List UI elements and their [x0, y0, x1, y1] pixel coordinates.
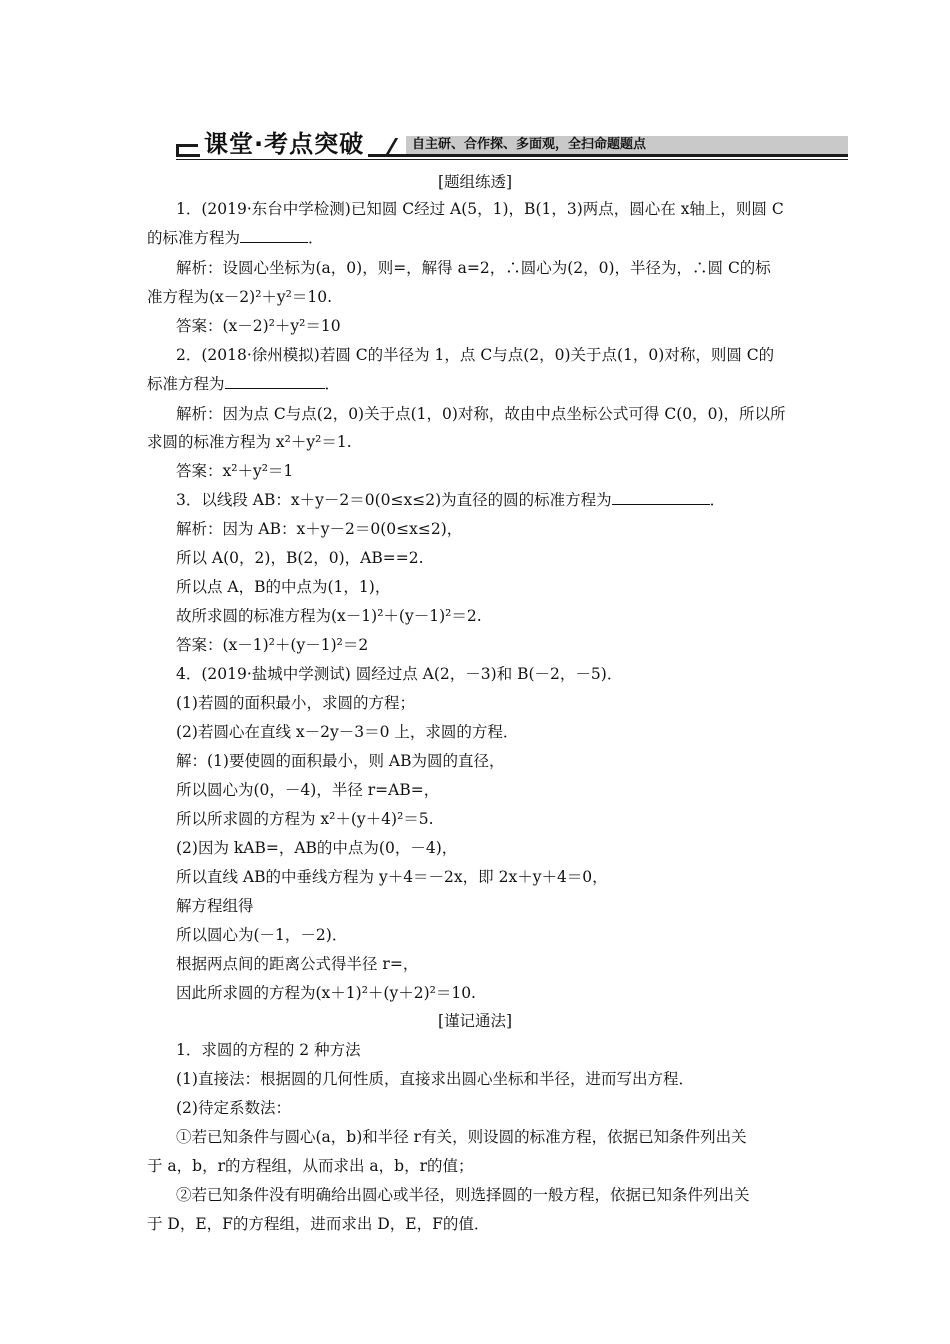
problem-1-question-cont	[147, 228, 324, 248]
problem-3-solution-line: 所以 A(0，2)，B(2，0)，AB==2.	[176, 549, 424, 567]
problem-3-question-end: ．	[709, 491, 726, 509]
problem-4-solution-line: 所以圆心为(0，－4)，半径 r=AB=，	[176, 781, 440, 799]
method-line: ②若已知条件没有明确给出圆心或半径，则选择圆的一般方程，依据已知条件列出关	[176, 1186, 750, 1204]
problem-1-question-end: ．	[308, 229, 324, 247]
problem-1-answer: 答案：(x－2)²＋y²＝10	[176, 317, 341, 335]
answer-blank	[612, 490, 710, 505]
answer-blank	[225, 374, 325, 389]
problem-2-answer: 答案：x²＋y²＝1	[176, 462, 294, 480]
problem-1-solution: 解析：设圆心坐标为(a，0)，则=，解得 a=2，∴圆心为(2，0)，半径为，∴圆 C的标	[176, 259, 771, 277]
problem-4-solution-line: 解方程组得	[176, 897, 254, 915]
problem-4-solution-line: 解：(1)要使圆的面积最小，则 AB为圆的直径，	[176, 752, 505, 770]
problem-2-question: 2．(2018·徐州模拟)若圆 C的半径为 1，点 C与点(2，0)关于点(1，0)对称，则圆 C的	[176, 346, 775, 364]
method-line: 于 a，b，r的方程组，从而求出 a，b，r的值；	[147, 1157, 474, 1175]
problem-3-solution-line: 故所求圆的标准方程为(x－1)²＋(y－1)²＝2.	[176, 607, 482, 625]
practice-section-header: [题组练透]	[437, 173, 513, 191]
answer-blank	[240, 228, 308, 243]
problem-3-solution-line: 所以点 A，B的中点为(1，1)，	[176, 578, 391, 596]
problem-4-solution-line: 所以圆心为(－1，－2)．	[176, 926, 348, 944]
problem-4-solution-line: 因此所求圆的方程为(x＋1)²＋(y＋2)²＝10.	[176, 984, 476, 1002]
problem-2-question-text: 标准方程为	[147, 375, 225, 393]
banner-subtitle: 自主研、合作探、多面观，全扫命题题点	[412, 137, 647, 152]
problem-2-solution: 解析：因为点 C与点(2，0)关于点(1，0)对称，故由中点坐标公式可得 C(0，0)，所以所	[176, 405, 786, 423]
problem-3-question	[176, 490, 725, 510]
problem-1-solution-cont: 准方程为(x－2)²＋y²＝10.	[147, 288, 333, 306]
banner-title: 课堂·考点突破	[200, 130, 368, 158]
method-line: (1)直接法：根据圆的几何性质，直接求出圆心坐标和半径，进而写出方程．	[176, 1070, 694, 1088]
problem-2-question-end: ．	[324, 375, 341, 393]
banner-rule-thin	[176, 159, 848, 160]
problem-3-solution-line: 解析：因为 AB：x＋y－2＝0(0≤x≤2)，	[176, 520, 463, 538]
problem-1-question: 1．(2019·东台中学检测)已知圆 C经过 A(5，1)，B(1，3)两点，圆心在 x轴上，则圆 C	[176, 200, 784, 218]
banner-corner	[176, 144, 198, 154]
problem-4-solution-line: (2)因为 kAB=，AB的中点为(0，－4)，	[176, 839, 458, 857]
problem-4-part-2: (2)若圆心在直线 x－2y－3＝0 上，求圆的方程．	[176, 723, 519, 741]
problem-2-solution-cont: 求圆的标准方程为 x²＋y²＝1.	[147, 433, 352, 451]
problem-2-question-cont	[147, 374, 340, 394]
problem-3-question-text: 3．以线段 AB：x＋y－2＝0(0≤x≤2)为直径的圆的标准方程为	[176, 491, 612, 509]
method-line: 于 D，E，F的方程组，进而求出 D，E，F的值．	[147, 1215, 490, 1233]
problem-4-solution-line: 所以直线 AB的中垂线方程为 y＋4＝－2x，即 2x＋y＋4＝0，	[176, 868, 608, 886]
problem-4-question: 4．(2019·盐城中学测试) 圆经过点 A(2，－3)和 B(－2，－5)．	[176, 665, 623, 683]
problem-4-solution-line: 所以所求圆的方程为 x²＋(y＋4)²＝5.	[176, 810, 434, 828]
problem-4-solution-line: 根据两点间的距离公式得半径 r=，	[176, 955, 419, 973]
method-line: ①若已知条件与圆心(a，b)和半径 r有关，则设圆的标准方程，依据已知条件列出关	[176, 1128, 747, 1146]
method-line: (2)待定系数法：	[176, 1099, 291, 1117]
method-line: 1．求圆的方程的 2 种方法	[176, 1041, 361, 1059]
section-banner	[176, 130, 848, 162]
problem-4-part-1: (1)若圆的面积最小，求圆的方程；	[176, 694, 415, 712]
method-section-header: [谨记通法]	[437, 1012, 513, 1030]
problem-3-answer: 答案：(x－1)²＋(y－1)²＝2	[176, 636, 369, 654]
problem-1-question-text: 的标准方程为	[147, 229, 241, 247]
